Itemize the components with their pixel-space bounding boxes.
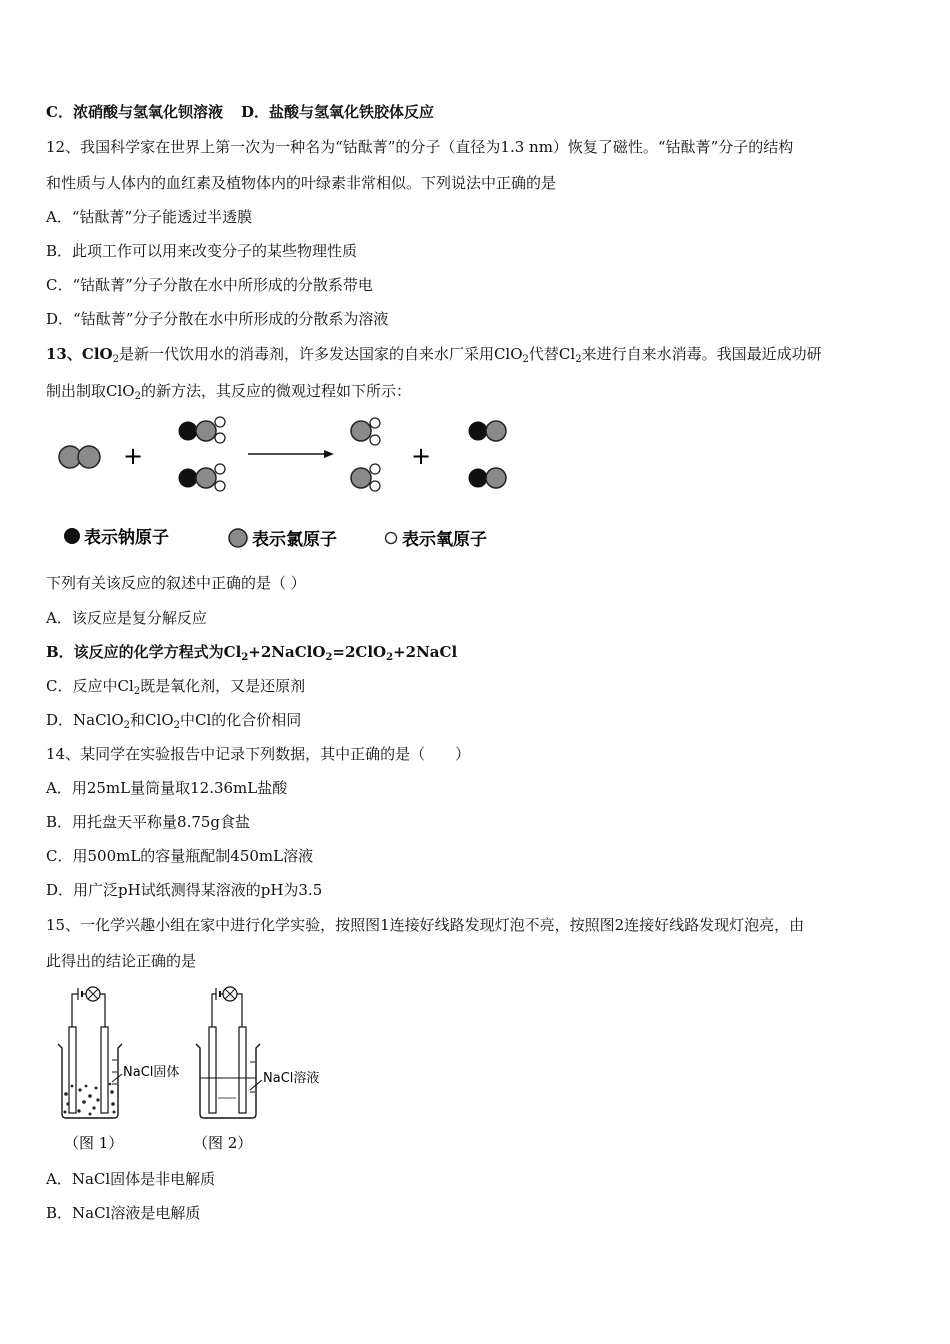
figure-1-apparatus xyxy=(58,987,179,1152)
legend-chlorine-icon xyxy=(229,529,247,547)
q12-option-c: C．“钴酞菁”分子分散在水中所形成的分散系带电 xyxy=(46,276,373,294)
q15-option-a: A．NaCl固体是非电解质 xyxy=(46,1170,216,1188)
q14-option-a: A．用25mL量筒量取12.36mL盐酸 xyxy=(46,779,288,797)
reaction-diagram xyxy=(50,410,520,555)
q13-stem-1a: 13、ClO xyxy=(46,345,113,363)
q13-option-c-part: C．反应中Cl xyxy=(46,677,134,695)
fig1-caption: （图 1） xyxy=(64,1134,124,1152)
q13-sub-1b: 2 xyxy=(112,354,119,365)
q12-option-d: D．“钴酞菁”分子分散在水中所形成的分散系为溶液 xyxy=(46,310,389,328)
legend-sodium-icon xyxy=(64,528,80,544)
sodium-chlorite-molecule xyxy=(179,464,225,491)
figure-2-apparatus xyxy=(193,987,319,1152)
q13-option-d-part: 中Cl的化合价相同 xyxy=(180,711,302,729)
q13-option-c xyxy=(46,676,305,696)
beaker-icon xyxy=(58,1044,122,1118)
q13-question: 下列有关该反应的叙述中正确的是（ ） xyxy=(46,574,306,592)
plus-sign-2: + xyxy=(410,442,432,470)
fig2-caption: （图 2） xyxy=(193,1134,253,1152)
q14-option-d: D．用广泛pH试纸测得某溶液的pH为3.5 xyxy=(46,881,323,899)
q13-option-b-sub: 2 xyxy=(325,652,333,663)
q12-stem-line-2: 和性质与人体内的血红素及植物体内的叶绿素非常相似。下列说法中正确的是 xyxy=(46,174,557,192)
q14-option-b: B．用托盘天平称量8.75g食盐 xyxy=(46,813,251,831)
q13-option-b-part: B．该反应的化学方程式为Cl xyxy=(46,643,242,661)
q13-stem-2a: 制出制取ClO xyxy=(46,382,135,400)
q14-option-c: C．用500mL的容量瓶配制450mL溶液 xyxy=(46,847,314,865)
conductivity-experiment-figure xyxy=(50,982,340,1157)
q15-stem-line-1: 15、一化学兴趣小组在家中进行化学实验，按照图1连接好线路发现灯泡不亮，按照图2连接好线路发现灯泡亮，由 xyxy=(46,916,805,934)
q13-option-d xyxy=(46,710,301,730)
q13-option-d-part: 和ClO xyxy=(130,711,174,729)
chlorine-dioxide-molecule xyxy=(351,464,380,491)
q13-option-b-part: +2NaClO xyxy=(248,643,326,661)
fig1-substance-label: NaCl固体 xyxy=(123,1065,180,1080)
q13-option-c-part: 既是氧化剂，又是还原剂 xyxy=(140,677,306,695)
plus-sign-1: + xyxy=(122,442,144,470)
q13-option-b-part: =2ClO xyxy=(332,643,387,661)
q13-stem-1c: 是新一代饮用水的消毒剂，许多发达国家的自来水厂采用ClO xyxy=(118,345,523,363)
q13-option-b-sub: 2 xyxy=(241,652,249,663)
q13-option-d-sub: 2 xyxy=(173,720,180,731)
q11-option-c-d xyxy=(46,102,434,122)
q11-option-c: C．浓硝酸与氢氧化钡溶液 xyxy=(46,103,223,121)
q13-sub-1d: 2 xyxy=(522,354,529,365)
q13-stem-line-1 xyxy=(46,344,822,364)
q13-option-c-sub: 2 xyxy=(133,686,141,697)
sodium-chlorite-molecule xyxy=(179,417,225,443)
sodium-chloride-molecule xyxy=(469,421,506,441)
q13-option-b-sub: 2 xyxy=(386,652,394,663)
q14-stem: 14、某同学在实验报告中记录下列数据，其中正确的是（ ） xyxy=(46,745,471,763)
chlorine-dioxide-molecule xyxy=(351,418,380,445)
q15-option-b: B．NaCl溶液是电解质 xyxy=(46,1204,201,1222)
fig2-substance-label: NaCl溶液 xyxy=(263,1071,320,1086)
sodium-chloride-molecule xyxy=(469,468,506,488)
beaker-icon xyxy=(196,1044,260,1118)
legend-oxygen-label: 表示氧原子 xyxy=(402,530,487,550)
q13-sub-2b: 2 xyxy=(134,391,141,402)
q13-option-a: A．该反应是复分解反应 xyxy=(46,609,207,627)
q13-option-d-sub: 2 xyxy=(123,720,131,731)
q13-stem-line-2 xyxy=(46,381,411,401)
q12-option-a: A．“钴酞菁”分子能透过半透膜 xyxy=(46,208,253,226)
q13-stem-2c: 的新方法，其反应的微观过程如下所示： xyxy=(140,382,411,400)
q12-stem-line-1: 12、我国科学家在世界上第一次为一种名为“钴酞菁”的分子（直径为1.3 nm）恢复了磁性。“钴酞菁”分子的结构 xyxy=(46,138,794,156)
q13-stem-1g: 来进行自来水消毒。我国最近成功研 xyxy=(581,345,822,363)
q13-option-b xyxy=(46,642,457,662)
chlorine-molecule xyxy=(59,446,100,468)
legend-oxygen-icon xyxy=(386,533,397,544)
reaction-arrow xyxy=(248,450,334,458)
q13-option-b-part: +2NaCl xyxy=(393,643,458,661)
q13-option-d-part: D．NaClO xyxy=(46,711,124,729)
q13-stem-1e: 代替Cl xyxy=(528,345,576,363)
legend-chlorine-label: 表示氯原子 xyxy=(252,530,337,550)
q12-option-b: B．此项工作可以用来改变分子的某些物理性质 xyxy=(46,242,358,260)
q15-stem-line-2: 此得出的结论正确的是 xyxy=(46,952,197,970)
legend-sodium-label: 表示钠原子 xyxy=(84,528,169,548)
q11-option-d: D．盐酸与氢氧化铁胶体反应 xyxy=(240,103,434,121)
q13-sub-1f: 2 xyxy=(575,354,582,365)
legend xyxy=(64,527,487,550)
